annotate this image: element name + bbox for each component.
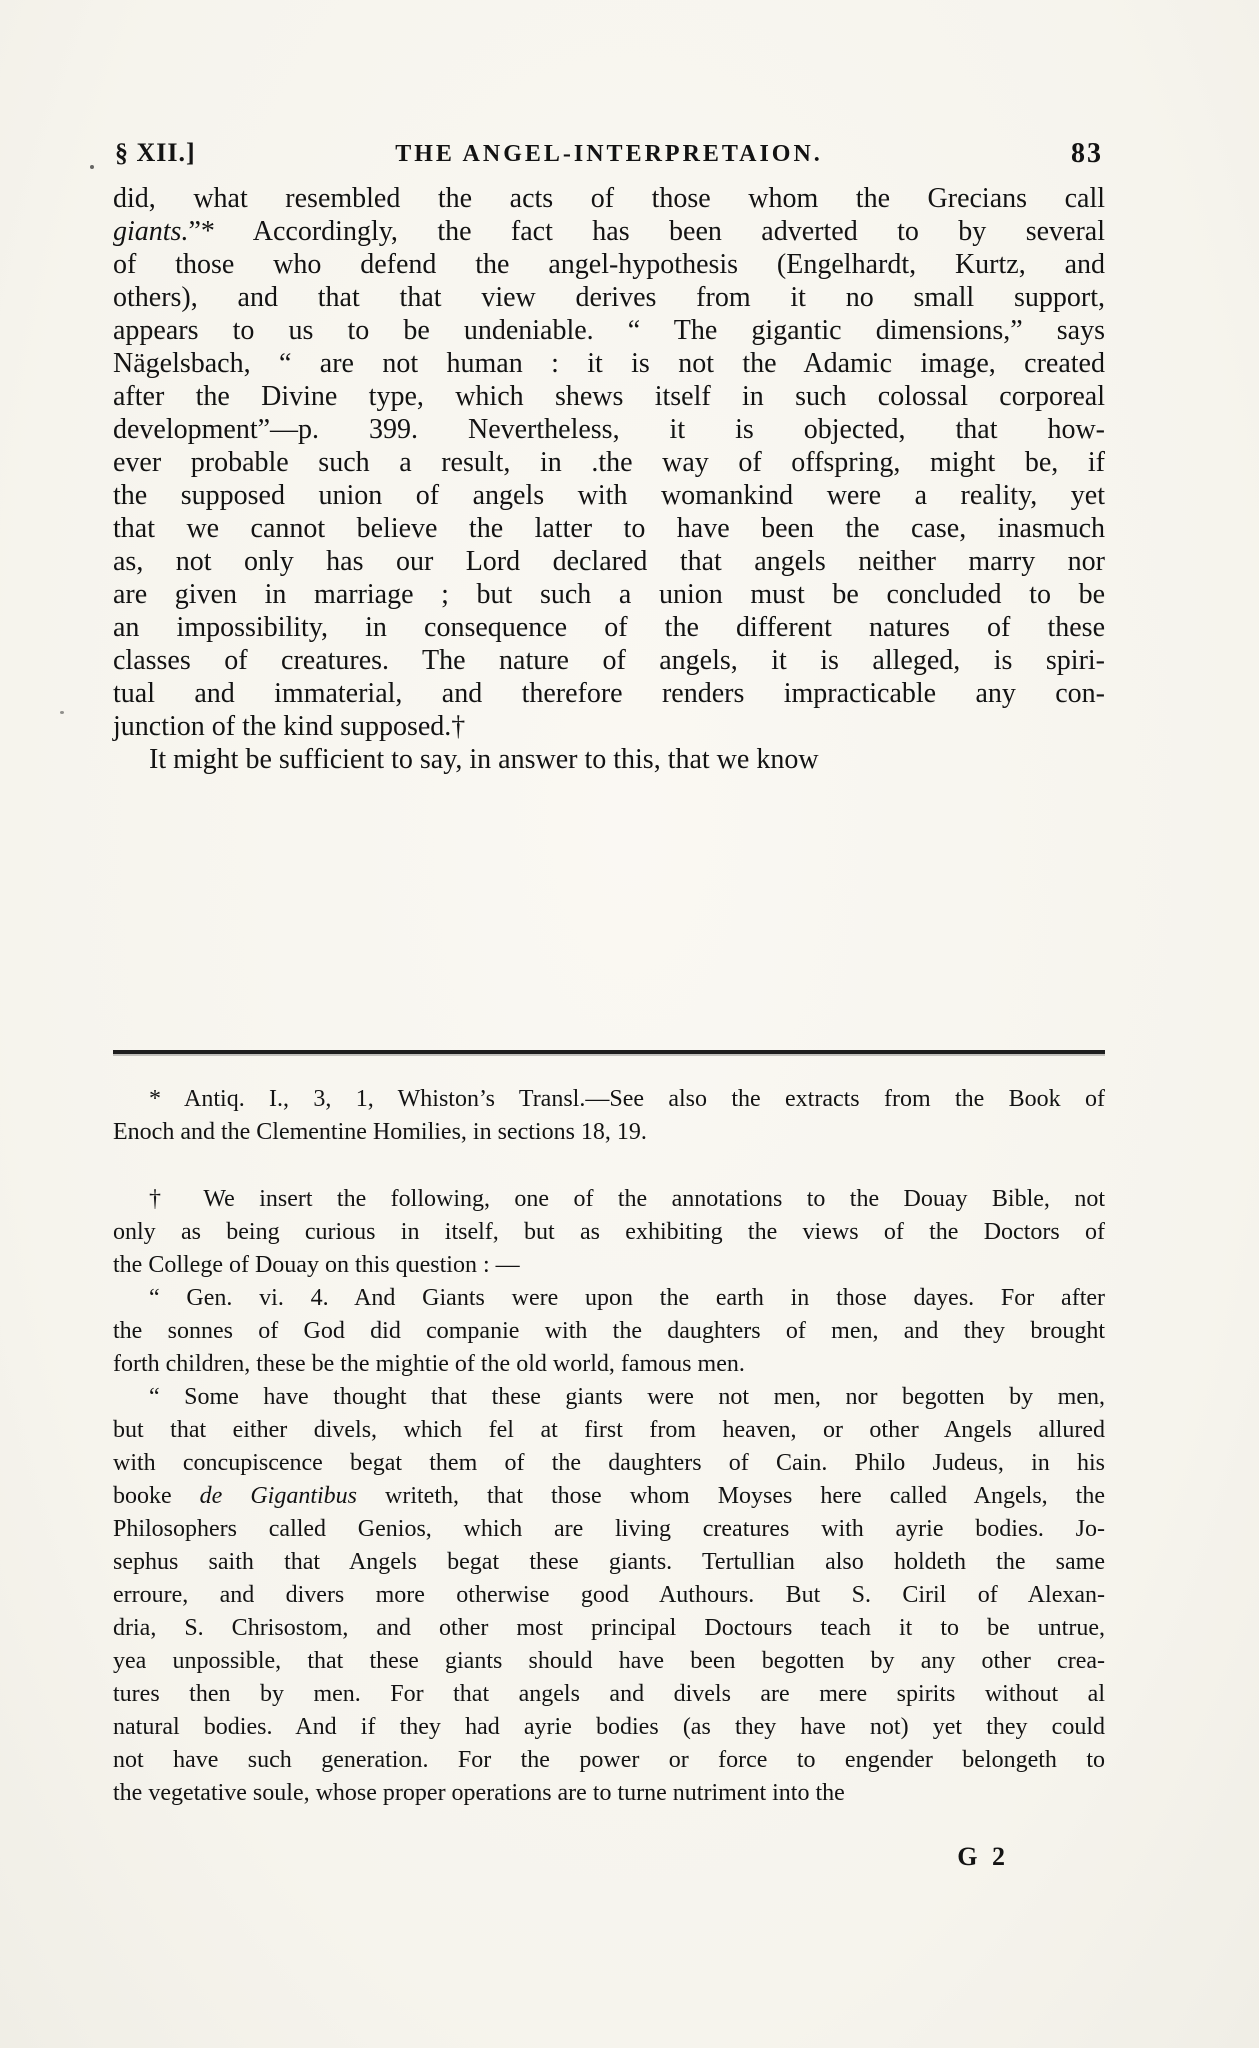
footnote-divider-rule bbox=[113, 1050, 1105, 1054]
footnote-2-quote-annotation: “ Some have thought that these giants were not men, nor begotten by men, but that either divels, which fel at first from heaven, or other Angels allured with concupiscence begat them of the daughters of Cain. Philo Judeus, in his booke de Gigantibus writeth, that those whom Moyses here called Angels, the Philosophers called Genios, which are living creatures with ayrie bodies. Jo- sephus saith that Angels begat these giants. Tertullian also holdeth the same erroure, and divers more otherwise good Authours. But S. Ciril of Alexan- dria, S. Chrisostom, and other most principal Doctours teach it to be untrue, yea unpossible, that these giants should have been begotten by any other crea- tures then by men. For that angels and divels are mere spirits without al natural bodies. And if they had ayrie bodies (as they have not) yet they could not have such generation. For the power or force to engender belongeth to the vegetative soule, whose proper operations are to turne nutriment into the bbox=[113, 1384, 1105, 1806]
footnote-2 bbox=[113, 1183, 1105, 1810]
footnote-2-intro: † We insert the following, one of the annotations to the Douay Bible, not only as being curious in itself, but as exhibiting the views of the Doctors of the College of Douay on this question : — bbox=[113, 1186, 1105, 1278]
footnote-2-quote-genesis: “ Gen. vi. 4. And Giants were upon the earth in those dayes. For after the sonnes of God did companie with the daughters of men, and they brought forth children, these be the mightie of the old world, famous men. bbox=[113, 1285, 1105, 1377]
footnote-1 bbox=[113, 1083, 1105, 1149]
footnote-1-text: * Antiq. I., 3, 1, Whiston’s Transl.—See also the extracts from the Book of Enoch and the Clementine Homilies, in sections 18, 19. bbox=[113, 1086, 1105, 1145]
body-paragraph-1: did, what resembled the acts of those whom the Grecians call giants.”* Accordingly, the fact has been adverted to by several of those who defend the angel-hypothesis (Engelhardt, Kurtz, and others), and that that view derives from it no small support, appears to us to be undeniable. “ The gigantic dimensions,” says Nägelsbach, “ are not human : it is not the Adamic image, created after the Divine type, which shews itself in such colossal corporeal development”—p. 399. Nevertheless, it is objected, that how- ever probable such a result, in .the way of offspring, might be, if the supposed union of angels with womankind were a reality, yet that we cannot believe the latter to have been the case, inasmuch as, not only has our Lord declared that angels neither marry nor are given in marriage ; but such a union must be concluded to be an impossibility, in consequence of the different natures of these classes of creatures. The nature of angels, it is alleged, is spiri- tual and immaterial, and therefore renders impracticable any con- junction of the kind supposed.† bbox=[113, 183, 1105, 742]
scan-speck bbox=[60, 711, 64, 714]
printer-signature-mark: G 2 bbox=[957, 1842, 1009, 1871]
running-header bbox=[113, 138, 1105, 178]
scan-speck bbox=[90, 165, 94, 169]
page-title: THE ANGEL-INTERPRETAION. bbox=[395, 141, 823, 167]
main-text bbox=[113, 182, 1105, 776]
section-label: § XII.] bbox=[115, 138, 196, 167]
body-paragraph-2: It might be sufficient to say, in answer to this, that we know bbox=[149, 744, 819, 775]
page-number: 83 bbox=[1071, 138, 1103, 169]
